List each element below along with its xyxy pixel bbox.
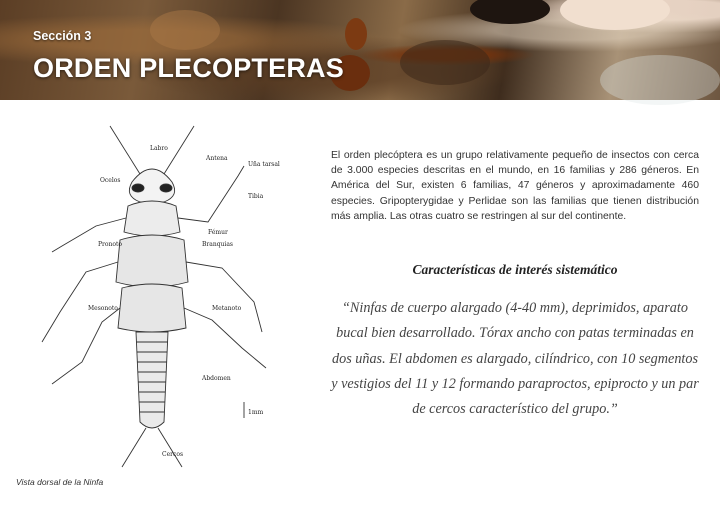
label-escala: 1mm bbox=[248, 409, 264, 416]
label-antena: Antena bbox=[206, 155, 228, 162]
label-pronoto: Pronoto bbox=[98, 241, 123, 248]
label-abdomen: Abdomen bbox=[202, 375, 231, 382]
label-una-tarsal: Uña tarsal bbox=[248, 161, 280, 168]
nymph-illustration bbox=[22, 122, 280, 470]
rock-shape bbox=[345, 18, 367, 50]
subheading: Características de interés sistemático bbox=[412, 262, 618, 277]
label-ocelos: Ocelos bbox=[100, 177, 121, 184]
label-mesonoto: Mesonoto bbox=[88, 305, 118, 312]
label-femur: Fémur bbox=[208, 229, 228, 236]
figure-caption: Vista dorsal de la Ninfa bbox=[16, 477, 104, 487]
rock-shape bbox=[150, 10, 220, 50]
label-labro: Labro bbox=[150, 145, 168, 152]
rock-shape bbox=[600, 55, 720, 105]
page-title: ORDEN PLECOPTERAS bbox=[33, 53, 344, 83]
label-metanoto: Metanoto bbox=[212, 305, 242, 312]
rock-shape bbox=[400, 40, 490, 85]
section-label: Sección 3 bbox=[33, 29, 92, 43]
intro-paragraph: El orden plecóptera es un grupo relativamente pequeño de insectos con cerca de 3.000 especies descritas en el mundo, en 16 familias y 286 géneros. En América del Sur, existen 6 familias, 47 géneros y aproximadamente 460 especies. Gripopterygidae y Perlidae son las familias que tienen distribución más amplia. Las otras cuatro se restringen al sur del continente. bbox=[331, 150, 699, 222]
rock-shape bbox=[560, 0, 670, 30]
nymph-diagram bbox=[22, 122, 280, 470]
rock-shape bbox=[470, 0, 550, 24]
label-tibia: Tibia bbox=[248, 193, 264, 200]
quote-text: “Ninfas de cuerpo alargado (4-40 mm), deprimidos, aparato bucal bien desarrollado. Tórax ancho con patas terminadas en dos uñas. El abdomen es alargado, cilíndrico, con 10 segmentos y vestigios del 11 y 12 formando paraproctos, epiprocto y un par de cercos característico del grupo.” bbox=[331, 300, 699, 418]
header-banner bbox=[0, 0, 720, 100]
label-branquias: Branquias bbox=[202, 241, 233, 248]
label-cercos: Cercos bbox=[162, 451, 184, 458]
